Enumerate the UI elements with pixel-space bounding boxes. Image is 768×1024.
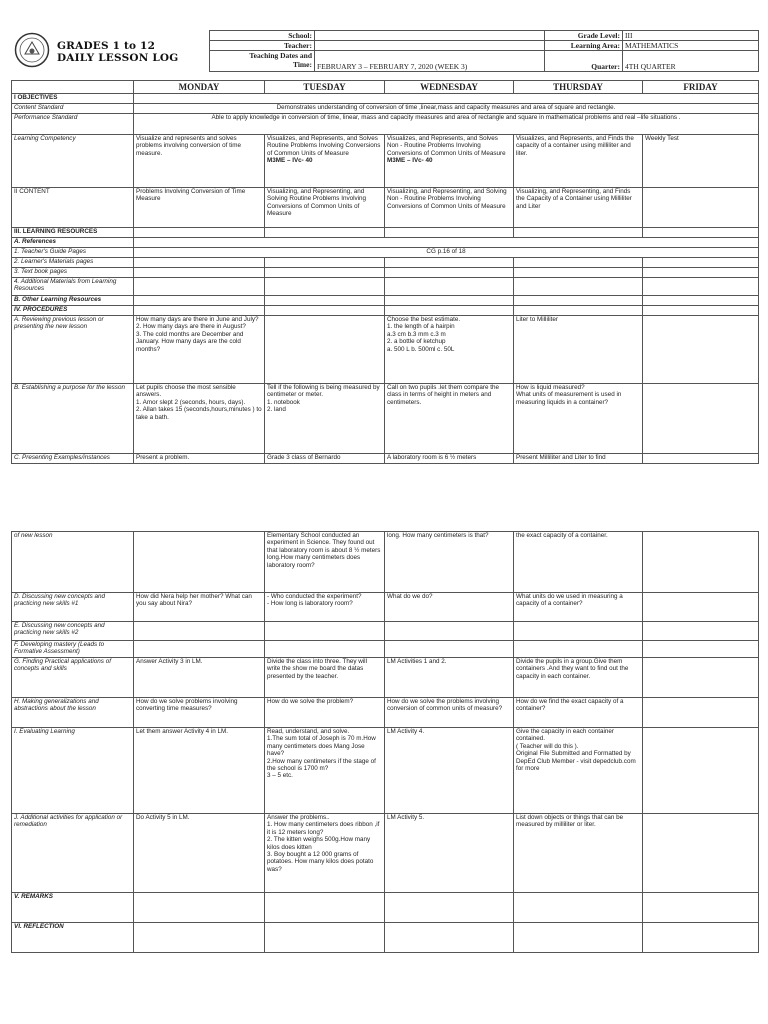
corner-cell — [12, 81, 134, 94]
presenting-cont-friday — [643, 532, 759, 593]
table-row — [12, 532, 759, 593]
content-monday: Problems Involving Conversion of Time Measure — [134, 188, 265, 228]
generalizations-friday — [643, 698, 759, 728]
day-friday: FRIDAY — [643, 81, 759, 94]
practical-tuesday: Divide the class into three. They will write the show me board the datas presented by the teacher. — [265, 658, 385, 698]
learning-area-value: MATHEMATICS — [623, 41, 759, 51]
presenting-examples-label: C. Presenting Examples/instances — [12, 454, 134, 464]
evaluating-label: I. Evaluating Learning — [12, 728, 134, 814]
content-standard-text: Demonstrates understanding of conversion of time ,linear,mass and capacity measures and area of square and rectangle. — [134, 104, 759, 114]
additional-wednesday: LM Activity 5. — [385, 814, 514, 893]
additional-monday: Do Activity 5 in LM. — [134, 814, 265, 893]
discussing-1-monday: How did Nera help her mother? What can you say about Nira? — [134, 593, 265, 622]
practical-thursday: Divide the pupils in a group.Give them containers .And they want to find out the capacity in each container. — [514, 658, 643, 698]
table-row — [12, 258, 759, 268]
presenting-cont-thursday: the exact capacity of a container. — [514, 532, 643, 593]
remarks-label: V. REMARKS — [12, 893, 134, 923]
evaluating-tuesday: Read, understand, and solve. 1.The sum total of Joseph is 70 m.How many centimeters does Mang Jose have? 2.How many centimeters if the stage of the school is 1700 m? 3 – 5 etc. — [265, 728, 385, 814]
table-row — [12, 135, 759, 188]
discussing-1-tuesday: - Who conducted the experiment? - How long is laboratory room? — [265, 593, 385, 622]
content-standard-label: Content Standard — [12, 104, 134, 114]
additional-activities-label: J. Additional activities for application or remediation — [12, 814, 134, 893]
table-row — [12, 923, 759, 953]
day-monday: MONDAY — [134, 81, 265, 94]
table-row — [12, 384, 759, 454]
day-wednesday: WEDNESDAY — [385, 81, 514, 94]
practical-applications-label: G. Finding Practical applications of concepts and skills — [12, 658, 134, 698]
table-row — [12, 94, 759, 104]
competency-monday: Visualize and represents and solves problems involving conversion of time measure. — [134, 135, 265, 188]
table-row — [12, 316, 759, 384]
presenting-cont-label: of new lesson — [12, 532, 134, 593]
content-label: II CONTENT — [12, 188, 134, 228]
practical-friday — [643, 658, 759, 698]
content-friday — [643, 188, 759, 228]
teachers-guide-label: 1. Teacher's Guide Pages — [12, 248, 134, 258]
table-row — [12, 454, 759, 464]
evaluating-thursday: Give the capacity in each container contained. ( Teacher will do this ). Original File Submitted and Formatted by DepEd Club Member - visit depedclub.com for more — [514, 728, 643, 814]
content-wednesday: Visualizing, and Representing, and Solving Non - Routine Problems Involving Conversions of Common Units of Measure — [385, 188, 514, 228]
competency-code: M3ME – IVc- 40 — [387, 157, 433, 165]
table-row — [12, 622, 759, 641]
review-wednesday: Choose the best estimate. 1. the length of a hairpin a.3 cm b.3 mm c.3 m 2. a bottle of ketchup a. 500 L b. 500ml c. 50L — [385, 316, 514, 384]
objectives-label: I OBJECTIVES — [12, 94, 134, 104]
review-monday: How many days are there in June and July? 2. How many days are there in August? 3. The cold months are December and January. How many days are the cold months? — [134, 316, 265, 384]
discussing-1-label: D. Discussing new concepts and practicing new skills #1 — [12, 593, 134, 622]
performance-standard-text: Able to apply knowledge in conversion of time, linear, mass and capacity measures and area of rectangle and square in mathematical problems and real –life situations . — [134, 114, 759, 135]
teaching-dates-value: FEBRUARY 3 – FEBRUARY 7, 2020 (WEEK 3) — [315, 51, 545, 72]
school-value — [315, 31, 545, 41]
table-row — [12, 893, 759, 923]
presenting-wednesday: A laboratory room is 6 ½ meters — [385, 454, 514, 464]
form-title — [57, 40, 178, 64]
table-row — [12, 814, 759, 893]
textbook-label: 3. Text book pages — [12, 268, 134, 278]
grade-level-value: III — [623, 31, 759, 41]
quarter-value: 4TH QUARTER — [623, 51, 759, 72]
practical-wednesday: LM Activities 1 and 2. — [385, 658, 514, 698]
table-row — [12, 188, 759, 228]
evaluating-monday: Let them answer Activity 4 in LM. — [134, 728, 265, 814]
lesson-log-table-page-2 — [11, 531, 759, 953]
practical-monday: Answer Activity 3 in LM. — [134, 658, 265, 698]
evaluating-friday — [643, 728, 759, 814]
references-label: A. References — [12, 238, 134, 248]
table-row — [12, 238, 759, 248]
table-row — [12, 593, 759, 622]
table-row — [12, 278, 759, 296]
learning-resources-label: III. LEARNING RESOURCES — [12, 228, 134, 238]
table-row — [12, 641, 759, 658]
generalizations-tuesday: How do we solve the problem? — [265, 698, 385, 728]
performance-standard-label: Performance Standard — [12, 114, 134, 135]
purpose-label: B. Establishing a purpose for the lesson — [12, 384, 134, 454]
additional-tuesday: Answer the problems.. 1. How many centimeters does ribbon ,if it is 12 meters long? 2. The kitten weighs 500g.How many kilos does kitten 3. Boy bought a 12 000 grams of potatoes. How many kilos does potato was? — [265, 814, 385, 893]
title-line-1: GRADES 1 to 12 — [57, 40, 156, 52]
table-row — [12, 104, 759, 114]
other-resources-label: B. Other Learning Resources — [12, 296, 134, 306]
presenting-friday — [643, 454, 759, 464]
generalizations-label: H. Making generalizations and abstractions about the lesson — [12, 698, 134, 728]
reviewing-label: A. Reviewing previous lesson or presenting the new lesson — [12, 316, 134, 384]
generalizations-monday: How do we solve problems involving converting time measures? — [134, 698, 265, 728]
developing-mastery-label: F. Developing mastery (Leads to Formative Assessment) — [12, 641, 134, 658]
presenting-monday: Present a problem. — [134, 454, 265, 464]
header — [11, 30, 758, 74]
header-info-table — [209, 30, 759, 72]
review-tuesday — [265, 316, 385, 384]
additional-materials-label: 4. Additional Materials from Learning Resources — [12, 278, 134, 296]
title-line-2: DAILY LESSON LOG — [57, 52, 179, 64]
discussing-2-label: E. Discussing new concepts and practicing new skills #2 — [12, 622, 134, 641]
competency-tuesday: Visualizes, and Represents, and Solves Routine Problems Involving Conversions of Common Units of Measure M3ME – IVc- 40 — [265, 135, 385, 188]
table-row — [12, 698, 759, 728]
table-row — [12, 248, 759, 258]
review-friday — [643, 316, 759, 384]
competency-friday: Weekly Test — [643, 135, 759, 188]
day-header-row — [12, 81, 759, 94]
teaching-dates-label-1: Teaching Dates and — [249, 51, 312, 60]
learning-competency-label: Learning Competency — [12, 135, 134, 188]
learners-materials-label: 2. Learner's Materials pages — [12, 258, 134, 268]
generalizations-wednesday: How do we solve the problems involving conversion of common units of measure? — [385, 698, 514, 728]
table-row — [12, 728, 759, 814]
reflection-label: VI. REFLECTION — [12, 923, 134, 953]
additional-thursday: List down objects or things that can be measured by milliliter or liter. — [514, 814, 643, 893]
review-thursday: Liter to Milliliter — [514, 316, 643, 384]
content-tuesday: Visualizing, and Representing, and Solving Routine Problems Involving Conversions of Common Units of Measure — [265, 188, 385, 228]
presenting-tuesday: Grade 3 class of Bernardo — [265, 454, 385, 464]
day-thursday: THURSDAY — [514, 81, 643, 94]
purpose-friday — [643, 384, 759, 454]
presenting-cont-wednesday: long. How many centimeters is that? — [385, 532, 514, 593]
deped-seal-icon — [14, 32, 50, 68]
discussing-1-thursday: What units do we used in measuring a capacity of a container? — [514, 593, 643, 622]
teaching-dates-label — [210, 51, 315, 72]
grade-level-label: Grade Level: — [545, 31, 623, 41]
presenting-cont-tuesday: Elementary School conducted an experiment in Science. They found out that laboratory room is about 8 ½ meters long.How many centimeters does laboratory room? — [265, 532, 385, 593]
presenting-cont-monday — [134, 532, 265, 593]
table-row — [12, 306, 759, 316]
competency-code: M3ME – IVc- 40 — [267, 157, 313, 165]
discussing-1-friday — [643, 593, 759, 622]
table-row — [12, 658, 759, 698]
table-row — [12, 268, 759, 278]
learning-area-label: Learning Area: — [545, 41, 623, 51]
discussing-1-wednesday: What do we do? — [385, 593, 514, 622]
table-row — [12, 296, 759, 306]
day-tuesday: TUESDAY — [265, 81, 385, 94]
quarter-label: Quarter: — [545, 51, 623, 72]
presenting-thursday: Present Milliliter and Liter to find — [514, 454, 643, 464]
competency-thursday: Visualizes, and Represents, and Finds the capacity of a container using milliliter and liter. — [514, 135, 643, 188]
generalizations-thursday: How do we find the exact capacity of a container? — [514, 698, 643, 728]
school-label: School: — [210, 31, 315, 41]
purpose-tuesday: Tell if the following is being measured by centimeter or meter. 1. notebook 2. land — [265, 384, 385, 454]
table-row — [12, 228, 759, 238]
teaching-dates-label-2: Time: — [292, 60, 312, 69]
lesson-log-table-page-1 — [11, 80, 759, 464]
competency-wednesday: Visualizes, and Represents, and Solves Non - Routine Problems Involving Conversions of Common Units of Measure M3ME – IVc- 40 — [385, 135, 514, 188]
purpose-monday: Let pupils choose the most sensible answers. 1. Amor slept 2 (seconds, hours, days). 2. Allan takes 15 (seconds,hours,minutes ) to take a bath. — [134, 384, 265, 454]
teacher-value — [315, 41, 545, 51]
teacher-label: Teacher: — [210, 41, 315, 51]
purpose-thursday: How is liquid measured? What units of measurement is used in measuring liquids in a container? — [514, 384, 643, 454]
purpose-wednesday: Call on two pupils .let them compare the class in terms of height in meters and centimeters. — [385, 384, 514, 454]
additional-friday — [643, 814, 759, 893]
evaluating-wednesday: LM Activity 4. — [385, 728, 514, 814]
table-row — [12, 114, 759, 135]
teachers-guide-value: CG p.16 of 18 — [134, 248, 759, 258]
procedures-label: IV. PROCEDURES — [12, 306, 134, 316]
content-thursday: Visualizing, and Representing, and Finds the Capacity of a Container using Milliliter and Liter — [514, 188, 643, 228]
